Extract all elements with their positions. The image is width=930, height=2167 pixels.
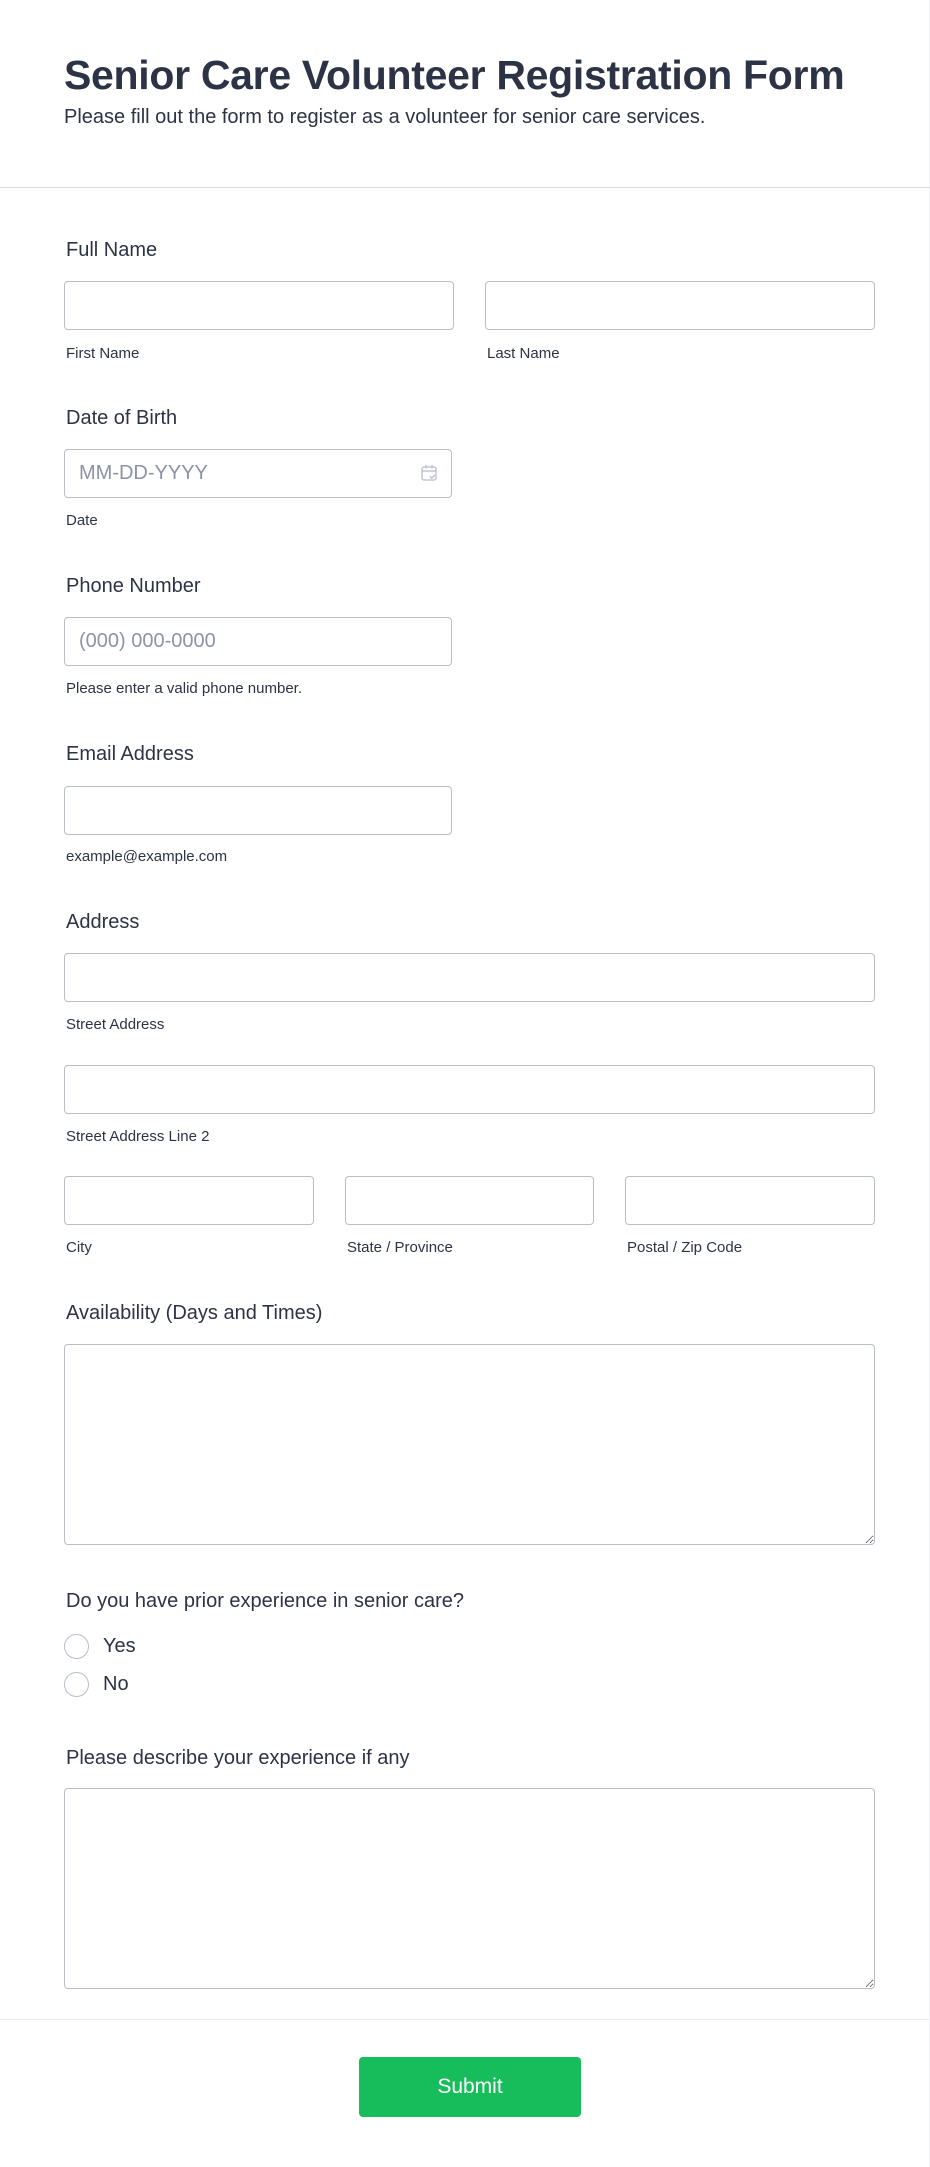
- calendar-icon[interactable]: [420, 464, 438, 482]
- state-sublabel: State / Province: [347, 1239, 453, 1256]
- email-sublabel: example@example.com: [66, 848, 228, 865]
- email-label: Email Address: [66, 743, 194, 765]
- street-address-input[interactable]: [64, 953, 875, 1002]
- radio-circle-icon[interactable]: [64, 1634, 89, 1659]
- first-name-input[interactable]: [64, 281, 454, 330]
- last-name-sublabel: Last Name: [487, 345, 560, 362]
- availability-textarea[interactable]: [64, 1344, 875, 1545]
- radio-option-label: No: [103, 1672, 129, 1695]
- phone-sublabel: Please enter a valid phone number.: [66, 680, 302, 697]
- address-label: Address: [66, 911, 140, 933]
- state-input[interactable]: [345, 1176, 594, 1225]
- street-address-sublabel: Street Address: [66, 1016, 165, 1033]
- radio-option-yes[interactable]: [64, 1633, 136, 1659]
- city-sublabel: City: [66, 1239, 92, 1256]
- street-address-line2-input[interactable]: [64, 1065, 875, 1114]
- availability-label: Availability (Days and Times): [66, 1302, 323, 1324]
- city-input[interactable]: [64, 1176, 314, 1225]
- footer-divider: [0, 2019, 930, 2020]
- submit-button[interactable]: Submit: [359, 2057, 581, 2117]
- first-name-sublabel: First Name: [66, 345, 140, 362]
- phone-label: Phone Number: [66, 575, 201, 597]
- postal-code-sublabel: Postal / Zip Code: [627, 1239, 743, 1256]
- dob-sublabel: Date: [66, 512, 98, 529]
- phone-input[interactable]: [64, 617, 452, 666]
- full-name-label: Full Name: [66, 239, 158, 261]
- form-header: [0, 0, 930, 188]
- experience-description-textarea[interactable]: [64, 1788, 875, 1989]
- radio-option-no[interactable]: [64, 1671, 129, 1697]
- dob-input[interactable]: [64, 449, 452, 498]
- street-address-line2-sublabel: Street Address Line 2: [66, 1128, 210, 1145]
- experience-description-label: Please describe your experience if any: [66, 1747, 410, 1769]
- page-title: Senior Care Volunteer Registration Form: [64, 52, 845, 98]
- page-subtitle: Please fill out the form to register as a volunteer for senior care services.: [64, 106, 706, 128]
- prior-experience-label: Do you have prior experience in senior care?: [66, 1590, 464, 1612]
- radio-option-label: Yes: [103, 1634, 136, 1657]
- last-name-input[interactable]: [485, 281, 875, 330]
- radio-circle-icon[interactable]: [64, 1672, 89, 1697]
- email-input[interactable]: [64, 786, 452, 835]
- postal-code-input[interactable]: [625, 1176, 875, 1225]
- dob-label: Date of Birth: [66, 407, 178, 429]
